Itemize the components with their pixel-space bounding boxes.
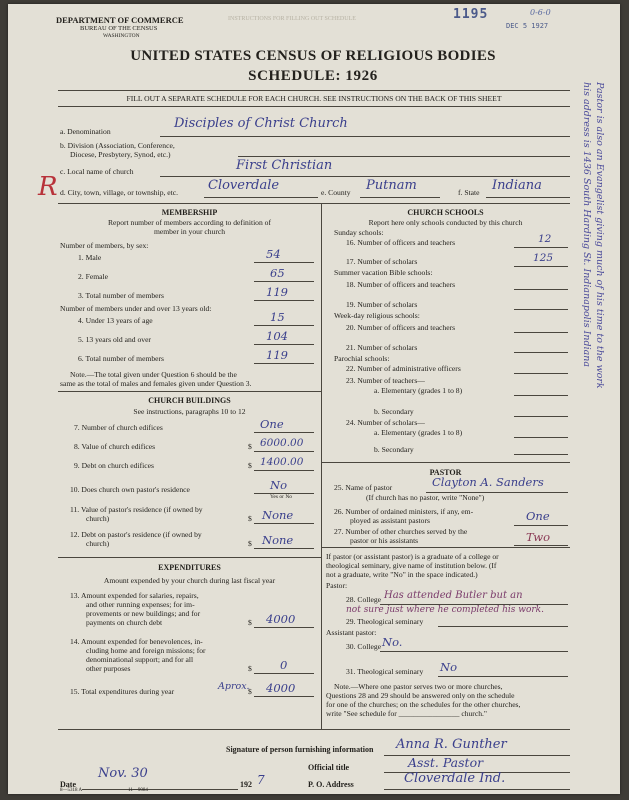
q13-value: 4000 xyxy=(266,612,296,626)
pastor-sublabel: Pastor: xyxy=(326,581,348,590)
q13-label-2: and other running expenses; for im- xyxy=(86,600,195,609)
q28-value: Has attended Butler but an xyxy=(384,590,523,601)
q1-value: 54 xyxy=(266,247,281,261)
denomination-value: Disciples of Christ Church xyxy=(174,116,348,131)
q13-dollar: $ xyxy=(248,618,252,627)
q15-dollar: $ xyxy=(248,687,252,696)
stamp-number: 1195 xyxy=(453,7,489,22)
q29-label: 29. Theological seminary xyxy=(346,617,424,626)
census-schedule-page xyxy=(8,4,620,794)
faint-bleed-text: INSTRUCTIONS FOR FILLING OUT SCHEDULE xyxy=(228,16,356,22)
local-name-label: c. Local name of church xyxy=(60,167,134,176)
q5-label: 5. 13 years old and over xyxy=(78,335,151,344)
stamp-code: 0-6-0 xyxy=(530,8,551,17)
q12-label: 12. Debt on pastor's residence (if owned by xyxy=(70,530,202,539)
graduate-instruction-2: theological seminary, give name of institution below. (If xyxy=(326,561,497,570)
q17-label: 17. Number of scholars xyxy=(346,257,418,266)
q13-label: 13. Amount expended for salaries, repairs, xyxy=(70,591,199,600)
q2-value: 65 xyxy=(270,266,285,280)
schools-heading: CHURCH SCHOOLS xyxy=(407,208,484,217)
denomination-label: a. Denomination xyxy=(60,127,111,136)
q19-label: 19. Number of scholars xyxy=(346,300,418,309)
q3-label: 3. Total number of members xyxy=(78,291,165,300)
q8-dollar: $ xyxy=(248,442,252,451)
q10-value: No xyxy=(270,478,287,492)
q1-label: 1. Male xyxy=(78,253,102,262)
q31-label: 31. Theological seminary xyxy=(346,667,424,676)
q14-label: 14. Amount expended for benevolences, in- xyxy=(70,637,203,646)
weekday-schools-label: Week-day religious schools: xyxy=(334,311,420,320)
expenditures-subheading: Amount expended by your church during last fiscal year xyxy=(103,576,276,585)
q11-label: 11. Value of pastor's residence (if owned by xyxy=(70,505,203,514)
official-title-label: Official title xyxy=(308,763,350,772)
summer-schools-label: Summer vacation Bible schools: xyxy=(334,268,433,277)
q24b-label: b. Secondary xyxy=(374,445,414,454)
q24-label: 24. Number of scholars— xyxy=(346,418,425,427)
membership-intro: Report number of members according to definition of xyxy=(107,218,271,227)
department-label: DEPARTMENT OF COMMERCE xyxy=(56,15,184,25)
q4-value: 15 xyxy=(270,310,285,324)
state-label: f. State xyxy=(458,188,480,197)
po-address-label: P. O. Address xyxy=(308,780,354,789)
q5-value: 104 xyxy=(266,329,288,343)
pastor-heading: PASTOR xyxy=(429,468,462,477)
membership-intro-2: member in your church xyxy=(153,227,226,236)
date-label: Date xyxy=(60,780,76,789)
date-value: Nov. 30 xyxy=(98,766,148,781)
pastor-note-4: write "See schedule for ________________ church." xyxy=(326,709,487,718)
q15-label: 15. Total expenditures during year xyxy=(70,687,175,696)
members-by-age-label: Number of members under and over 13 years old: xyxy=(60,304,212,313)
form-number-2: 11—9084 xyxy=(128,788,148,793)
graduate-instruction-3: not a graduate, write "No" in the space indicated.) xyxy=(326,570,478,579)
pastor-note-3: for one of the churches; on the schedules for the other churches, xyxy=(326,700,521,709)
q26-value: One xyxy=(526,509,550,523)
q13-label-3: provements or new buildings; and for xyxy=(86,609,201,618)
membership-note-2: same as the total of males and females given under Question 3. xyxy=(60,379,252,388)
local-name-value: First Christian xyxy=(236,158,333,173)
margin-note-line-1: Pastor is also an Evangelist giving much of his time to the work xyxy=(594,82,605,389)
q12-label-2: church) xyxy=(86,539,110,548)
q18-label: 18. Number of officers and teachers xyxy=(346,280,456,289)
q16-label: 16. Number of officers and teachers xyxy=(346,238,456,247)
q24a-label: a. Elementary (grades 1 to 8) xyxy=(374,428,463,437)
q3-value: 119 xyxy=(266,285,288,299)
year-handwritten: 7 xyxy=(257,773,265,787)
red-r-mark: R xyxy=(38,172,58,202)
q6-value: 119 xyxy=(266,348,288,362)
division-label-2: Diocese, Presbytery, Synod, etc.) xyxy=(70,150,171,159)
q25-value: Clayton A. Sanders xyxy=(432,475,544,489)
q11-label-2: church) xyxy=(86,514,110,523)
q14-label-4: other purposes xyxy=(86,664,131,673)
q7-value: One xyxy=(260,417,284,431)
pastor-note: Note.—Where one pastor serves two or more churches, xyxy=(334,682,503,691)
buildings-heading: CHURCH BUILDINGS xyxy=(148,396,231,405)
signature-label: Signature of person furnishing information xyxy=(226,745,374,754)
buildings-subheading: See instructions, paragraphs 10 to 12 xyxy=(133,407,246,416)
expenditures-heading: EXPENDITURES xyxy=(158,563,221,572)
state-value: Indiana xyxy=(492,178,542,193)
q27-value: Two xyxy=(526,530,551,544)
q25-label: 25. Name of pastor xyxy=(334,483,393,492)
q25-note: (If church has no pastor, write "None") xyxy=(366,493,485,502)
q2-label: 2. Female xyxy=(78,272,108,281)
q13-label-4: payments on church debt xyxy=(86,618,163,627)
margin-note xyxy=(580,82,606,389)
q7-label: 7. Number of church edifices xyxy=(74,423,163,432)
q22-label: 22. Number of administrative officers xyxy=(346,364,461,373)
q23b-label: b. Secondary xyxy=(374,407,414,416)
q23a-label: a. Elementary (grades 1 to 8) xyxy=(374,386,463,395)
q11-value: None xyxy=(262,508,294,522)
q15-value: 4000 xyxy=(266,681,296,695)
q14-label-2: cluding home and foreign missions; for xyxy=(86,646,206,655)
county-label: e. County xyxy=(321,188,351,197)
q30-value: No. xyxy=(382,635,403,649)
q26-label-2: ployed as assistant pastors xyxy=(350,516,430,525)
form-title: UNITED STATES CENSUS OF RELIGIOUS BODIES xyxy=(130,48,496,64)
q9-dollar: $ xyxy=(248,461,252,470)
q12-dollar: $ xyxy=(248,539,252,548)
signature-value: Anna R. Gunther xyxy=(396,737,507,752)
city-label: WASHINGTON xyxy=(103,33,140,39)
pastor-note-2: Questions 28 and 29 should be answered only on the schedule xyxy=(326,691,515,700)
instruction-banner: FILL OUT A SEPARATE SCHEDULE FOR EACH CHURCH. SEE INSTRUCTIONS ON THE BACK OF THIS SHEET xyxy=(126,94,502,103)
membership-note: Note.—The total given under Question 6 should be the xyxy=(70,370,237,379)
sunday-schools-label: Sunday schools: xyxy=(334,228,384,237)
q4-label: 4. Under 13 years of age xyxy=(78,316,153,325)
q14-value: 0 xyxy=(280,658,288,672)
q30-label: 30. College xyxy=(346,642,382,651)
q26-label: 26. Number of ordained ministers, if any, em- xyxy=(334,507,474,516)
city-value: Cloverdale xyxy=(208,178,280,193)
q15-approx-note: Aprox. xyxy=(218,681,250,692)
form-subtitle: SCHEDULE: 1926 xyxy=(248,68,378,84)
bureau-label: BUREAU OF THE CENSUS xyxy=(80,25,158,32)
q20-label: 20. Number of officers and teachers xyxy=(346,323,456,332)
graduate-instruction: If pastor (or assistant pastor) is a graduate of a college or xyxy=(326,552,499,561)
q8-label: 8. Value of church edifices xyxy=(74,442,156,451)
q27-label-2: pastor or his assistants xyxy=(350,536,419,545)
q12-value: None xyxy=(262,533,294,547)
q28-label: 28. College xyxy=(346,595,382,604)
year-printed: 192 xyxy=(240,780,252,789)
margin-note-line-2: his address is 1436 South Harding St. Indianapolis Indiana xyxy=(581,82,592,368)
q21-label: 21. Number of scholars xyxy=(346,343,418,352)
q8-value: 6000.00 xyxy=(260,437,304,449)
po-address-value: Cloverdale Ind. xyxy=(404,771,506,786)
q6-label: 6. Total number of members xyxy=(78,354,165,363)
q9-label: 9. Debt on church edifices xyxy=(74,461,154,470)
parochial-schools-label: Parochial schools: xyxy=(334,354,390,363)
county-value: Putnam xyxy=(366,178,417,193)
q10-label: 10. Does church own pastor's residence xyxy=(70,485,190,494)
yes-no-hint: Yes or No xyxy=(270,494,293,500)
q23-label: 23. Number of teachers— xyxy=(346,376,425,385)
division-label: b. Division (Association, Conference, xyxy=(60,141,175,150)
q14-label-3: denominational support; and for all xyxy=(86,655,194,664)
schools-subheading: Report here only schools conducted by this church xyxy=(368,218,523,227)
assistant-pastor-sublabel: Assistant pastor: xyxy=(326,628,377,637)
q17-value: 125 xyxy=(533,252,554,264)
form-number: 8—5318 A xyxy=(60,788,83,793)
stamp-date: DEC 5 1927 xyxy=(506,22,549,30)
q16-value: 12 xyxy=(538,233,552,245)
q27-label: 27. Number of other churches served by the xyxy=(334,527,468,536)
membership-heading: MEMBERSHIP xyxy=(161,208,218,217)
members-by-sex-label: Number of members, by sex: xyxy=(60,241,149,250)
q9-value: 1400.00 xyxy=(260,456,304,468)
q28-value-2: not sure just where he completed his work. xyxy=(346,605,544,615)
q11-dollar: $ xyxy=(248,514,252,523)
q31-value: No xyxy=(440,660,457,674)
official-title-value: Asst. Pastor xyxy=(408,755,484,770)
q14-dollar: $ xyxy=(248,664,252,673)
city-label-field: d. City, town, village, or township, etc. xyxy=(60,188,179,197)
